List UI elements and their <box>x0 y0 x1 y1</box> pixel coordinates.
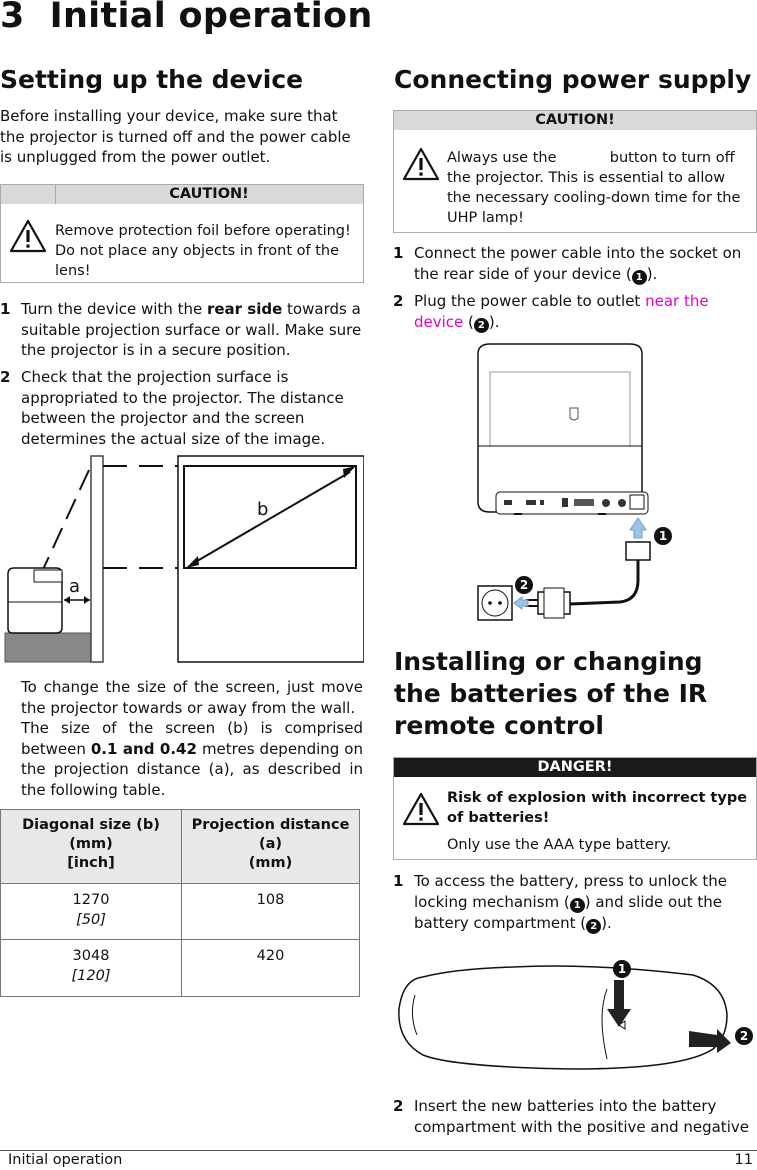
step-text: Plug the power cable to outlet <box>414 292 646 310</box>
header-line: (mm) <box>69 836 113 852</box>
step-text: towards a suitable projection surface or wall. Make sure the projector is in a secure position. <box>21 300 362 359</box>
setup-step-2: Check that the projection surface is appropriated to the projector. The distance between the projector and the screen determines the actual size of the image. <box>21 368 344 448</box>
step-number: 2 <box>393 1097 404 1115</box>
size-bold: 0.1 and 0.42 <box>90 739 197 758</box>
caution-box-left <box>0 184 364 283</box>
chapter-number: 3 <box>0 0 25 36</box>
footer-rule <box>0 1150 757 1151</box>
danger-box <box>393 757 757 860</box>
projection-table <box>0 809 360 997</box>
remote-battery-diagram <box>393 955 757 1075</box>
step-text: ) and slide out the battery compartment ( <box>414 892 722 932</box>
chapter-name: Initial operation <box>49 0 373 36</box>
step-text: ). <box>646 264 658 283</box>
cell-mm: 3048 <box>72 948 110 964</box>
header-line: (mm) <box>248 855 293 871</box>
table-header-diagonal <box>1 810 182 884</box>
table-cell-distance: 420 <box>182 940 360 997</box>
danger-header: DANGER! <box>394 758 756 777</box>
step-number: 2 <box>393 292 404 310</box>
step-text: ). <box>488 312 500 331</box>
caution-text: Remove protection foil before operating! Do not place any objects in front of the lens! <box>55 223 351 279</box>
danger-bold-text: Risk of explosion with incorrect type of batteries! <box>447 790 748 826</box>
step-number: 1 <box>0 300 11 318</box>
page-number: 11 <box>734 1152 753 1168</box>
battery-step-1 <box>414 871 744 934</box>
chapter-title <box>0 0 373 36</box>
footer-section: Initial operation <box>8 1152 123 1168</box>
step-number: 1 <box>393 244 404 262</box>
step-text: ). <box>601 913 612 932</box>
power-connection-diagram <box>470 342 680 627</box>
marker-2-icon: 2 <box>735 1027 753 1045</box>
marker-2-icon: 2 <box>586 919 601 934</box>
diagonal-label-b: b <box>257 499 269 520</box>
caution-header: CAUTION! <box>55 185 363 204</box>
table-row <box>1 884 360 940</box>
projection-diagram <box>0 452 364 664</box>
danger-text: Only use the AAA type battery. <box>447 837 672 853</box>
caution-text <box>447 148 752 228</box>
step-text: Connect the power cable into the socket on the rear side of your device ( <box>414 244 742 283</box>
setup-heading: Setting up the device <box>0 65 304 94</box>
size-text: The size of the screen (b) is comprised between <box>21 719 363 758</box>
step-number: 2 <box>0 368 11 386</box>
table-cell-diagonal <box>1 884 182 940</box>
size-text: metres depending on the projection distance (a), as described in the following table. <box>21 739 363 799</box>
caution-box-right <box>393 110 757 233</box>
distance-label-a: a <box>69 576 81 597</box>
power-heading: Connecting power supply <box>394 65 752 94</box>
table-header-distance <box>182 810 360 884</box>
setup-intro: Before installing your device, make sure that the projector is turned off and the power cable is unplugged from the power outlet. <box>0 107 351 166</box>
step-number: 1 <box>393 872 404 890</box>
header-line: (a) <box>258 836 283 852</box>
header-line: [inch] <box>67 855 115 871</box>
table-cell-diagonal <box>1 940 182 997</box>
marker-2-icon: 2 <box>515 576 533 594</box>
header-line: Projection distance <box>191 817 350 833</box>
battery-step-2: Insert the new batteries into the battery compartment with the positive and negative <box>414 1097 749 1136</box>
caution-header: CAUTION! <box>394 111 756 130</box>
caution-text-post: button to turn off the projector. This is essential to allow the necessary cooling-down time for the UHP lamp! <box>447 150 741 226</box>
battery-heading: Installing or changing the batteries of the IR remote control <box>394 647 708 740</box>
table-cell-distance: 108 <box>182 884 360 940</box>
caution-text-pre: Always use the <box>447 150 557 166</box>
power-step-2 <box>414 291 757 333</box>
size-range-text <box>21 718 363 800</box>
caution-header-cell <box>1 185 56 204</box>
near-device-link[interactable]: near the device <box>414 292 709 331</box>
cell-inch: [50] <box>76 912 106 928</box>
step-bold: rear side <box>206 300 283 318</box>
power-step-1 <box>414 243 757 285</box>
marker-1-icon: 1 <box>632 270 647 285</box>
step-text: Turn the device with the <box>21 300 207 318</box>
setup-step-1 <box>21 299 363 361</box>
marker-1-icon: 1 <box>570 898 585 913</box>
cell-inch: [120] <box>71 968 111 984</box>
change-size-text: To change the size of the screen, just move the projector towards or away from the wall. <box>21 678 363 717</box>
header-line: Diagonal size (b) <box>22 817 160 833</box>
marker-2-icon: 2 <box>474 318 489 333</box>
marker-1-icon: 1 <box>654 527 672 545</box>
warning-icon <box>9 219 47 253</box>
warning-icon <box>402 792 440 826</box>
cell-mm: 1270 <box>72 892 110 908</box>
step-text: ( <box>463 312 474 331</box>
step-text: To access the battery, press to unlock the locking mechanism ( <box>414 872 728 911</box>
warning-icon <box>402 147 440 181</box>
marker-1-icon: 1 <box>613 960 631 978</box>
table-row <box>1 940 360 997</box>
